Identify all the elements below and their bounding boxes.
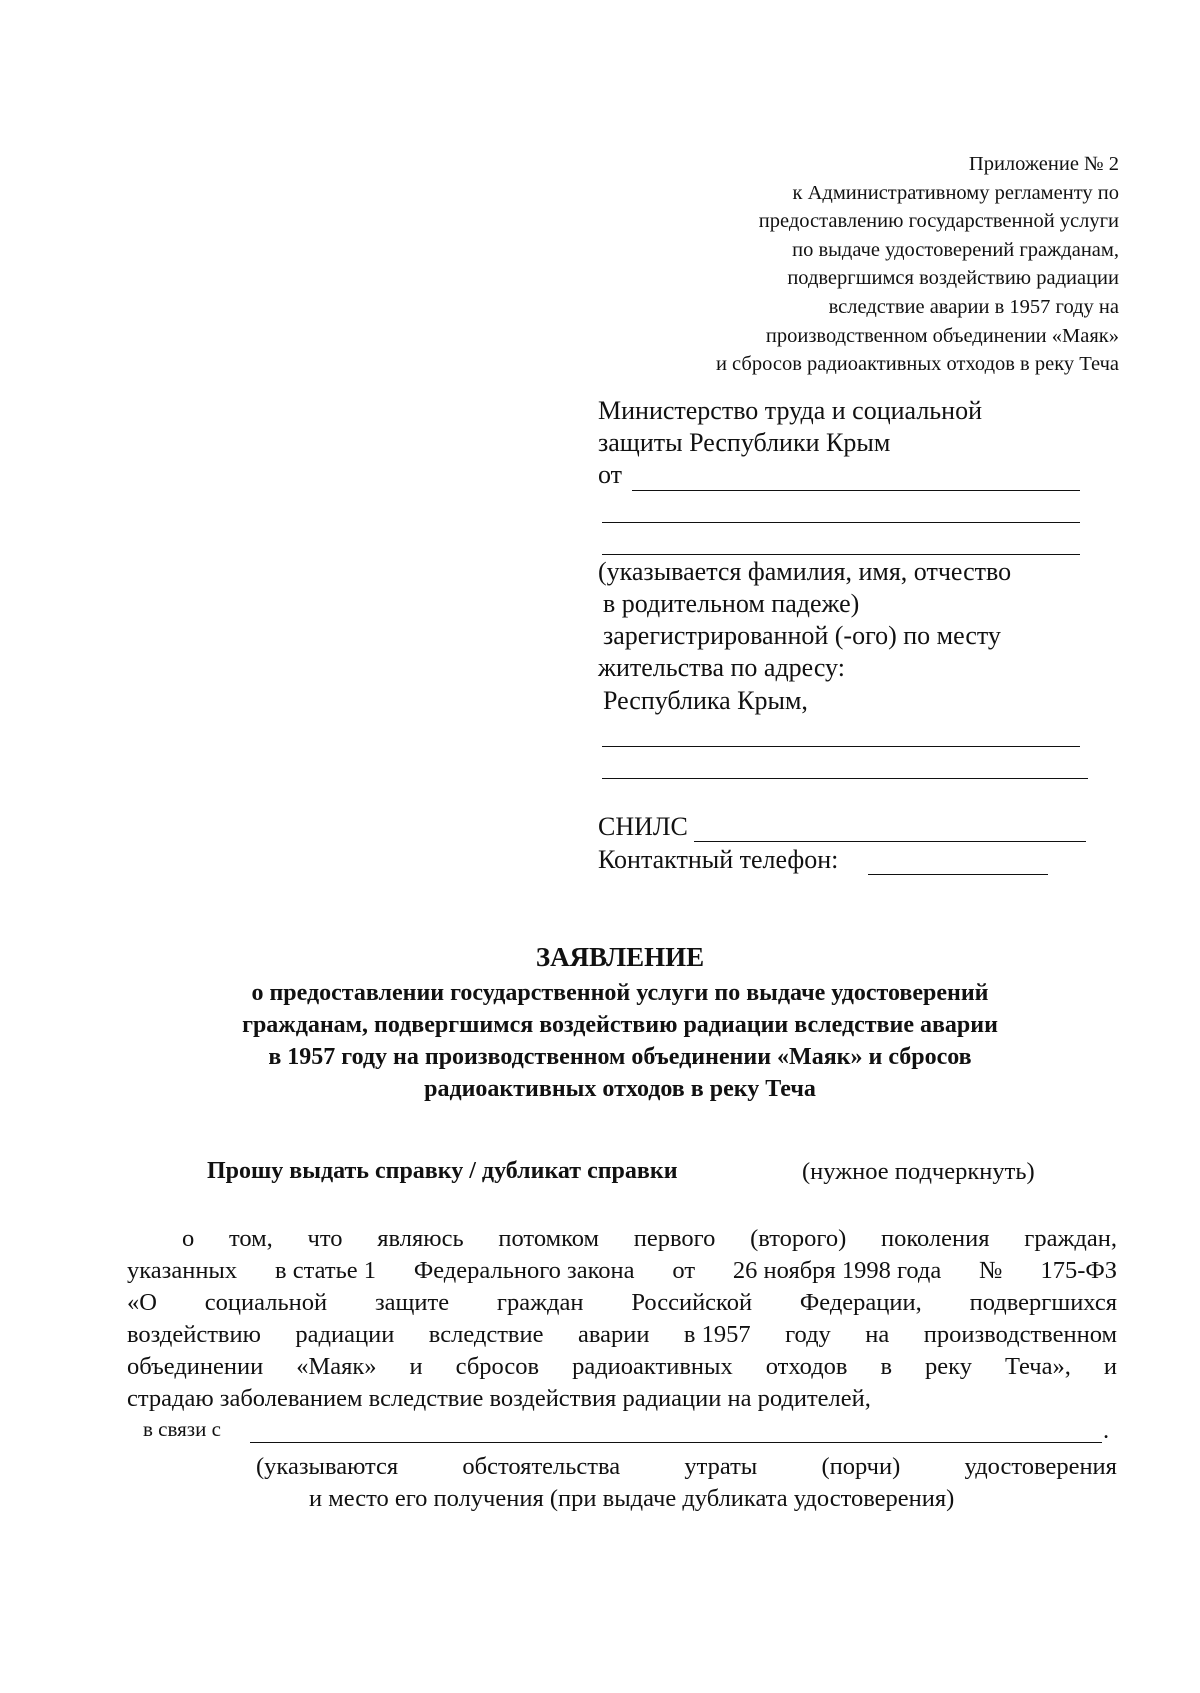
appendix-line: предоставлению государственной услуги — [758, 210, 1119, 233]
phone-field[interactable] — [868, 874, 1048, 875]
loss-hint-line2: и место его получения (при выдаче дубликата удостоверения) — [309, 1485, 955, 1512]
registration-line2: жительства по адресу: — [598, 653, 845, 682]
appendix-block — [716, 150, 1119, 379]
reason-field[interactable] — [250, 1442, 1102, 1443]
period: . — [1103, 1417, 1110, 1444]
address-field[interactable] — [602, 746, 1080, 747]
applicant-name-field-3[interactable] — [602, 554, 1080, 555]
loss-hint-line1: (указываются обстоятельства утраты (порчи) удостоверения — [256, 1453, 1117, 1480]
appendix-line: и сбросов радиоактивных отходов в реку Теча — [715, 353, 1119, 376]
registration-line1: зарегистрированной (-ого) по месту — [603, 621, 1001, 650]
applicant-name-field-2[interactable] — [602, 522, 1080, 523]
phone-label: Контактный телефон: — [598, 845, 839, 874]
body-line: о том, что являюсь потомком первого (второго) поколения граждан, — [182, 1225, 1117, 1252]
name-hint-line2: в родительном падеже) — [603, 589, 860, 618]
applicant-name-field[interactable] — [632, 490, 1080, 491]
statement-subtitle-line: гражданам, подвергшимся воздействию радиации вследствие аварии — [242, 1012, 998, 1038]
ministry-name-line2: защиты Республики Крым — [598, 428, 891, 457]
from-label: от — [598, 460, 623, 489]
request-note: (нужное подчеркнуть) — [802, 1158, 1035, 1185]
appendix-line: по выдаче удостоверений гражданам, — [792, 238, 1119, 261]
appendix-line: Приложение № 2 — [968, 153, 1119, 175]
appendix-line: подвергшимся воздействию радиации — [787, 267, 1119, 290]
appendix-line: вследствие аварии в 1957 году на — [828, 295, 1119, 318]
snils-field[interactable] — [694, 841, 1086, 842]
body-line: «О социальной защите граждан Российской Федерации, подвергшихся — [127, 1289, 1117, 1316]
snils-label: СНИЛС — [598, 812, 688, 841]
body-line: страдаю заболеванием вследствие воздействия радиации на родителей, — [127, 1385, 871, 1412]
appendix-line: производственном объединении «Маяк» — [765, 324, 1119, 347]
body-line: воздействию радиации вследствие аварии в 1957 году на производственном — [127, 1321, 1117, 1348]
request-options[interactable]: Прошу выдать справку / дубликат справки — [207, 1158, 678, 1184]
statement-subtitle-line: радиоактивных отходов в реку Теча — [424, 1076, 816, 1102]
body-line: указанных в статье 1 Федерального закона от 26 ноября 1998 года № 175-ФЗ — [127, 1257, 1117, 1284]
region-label: Республика Крым, — [603, 686, 808, 715]
statement-heading: ЗАЯВЛЕНИЕ — [535, 942, 705, 972]
in-connection-label: в связи с — [143, 1417, 221, 1441]
appendix-line: к Административному регламенту по — [792, 181, 1119, 204]
statement-subtitle-line: о предоставлении государственной услуги по выдаче удостоверений — [251, 980, 989, 1006]
ministry-name-line1: Министерство труда и социальной — [598, 396, 982, 425]
address-field-2[interactable] — [602, 778, 1088, 779]
body-line: объединении «Маяк» и сбросов радиоактивных отходов в реку Теча», и — [127, 1353, 1117, 1380]
statement-subtitle-line: в 1957 году на производственном объединении «Маяк» и сбросов — [268, 1044, 972, 1070]
name-hint-line1: (указывается фамилия, имя, отчество — [598, 557, 1012, 586]
